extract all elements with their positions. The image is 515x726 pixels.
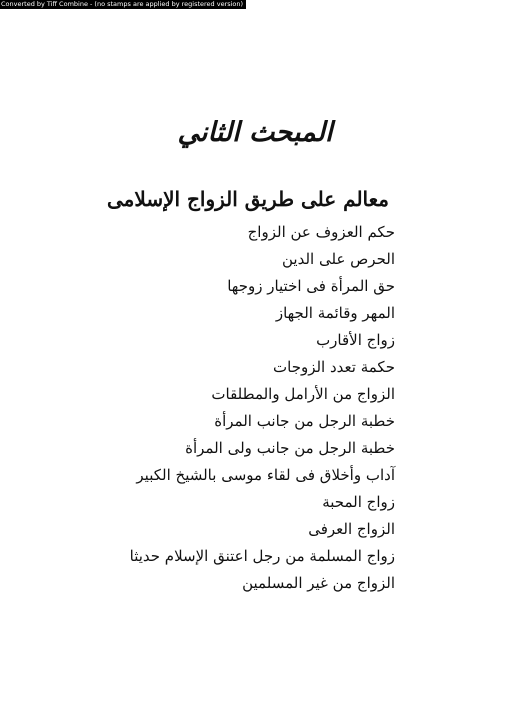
- topic-item: خطبة الرجل من جانب ولى المرأة: [185, 439, 395, 457]
- topic-item: زواج المسلمة من رجل اعتنق الإسلام حديثا: [129, 547, 395, 565]
- topic-item: الزواج من الأرامل والمطلقات: [211, 385, 395, 403]
- topic-item: زواج المحبة: [322, 493, 395, 511]
- topic-item: الزواج من غير المسلمين: [242, 574, 395, 592]
- converter-watermark-banner: Converted by Tiff Combine - (no stamps are applied by registered version): [0, 0, 246, 9]
- topic-item: خطبة الرجل من جانب المرأة: [214, 412, 395, 430]
- topic-item: الحرص على الدين: [282, 250, 395, 268]
- topic-list: [130, 219, 395, 597]
- section-title: معالم على طريق الزواج الإسلامى: [107, 187, 389, 211]
- page-heading: المبحث الثاني: [177, 117, 333, 148]
- topic-item: حق المرأة فى اختيار زوجها: [227, 277, 395, 295]
- topic-item: آداب وأخلاق فى لقاء موسى بالشيخ الكبير: [136, 466, 395, 484]
- topic-item: حكمة تعدد الزوجات: [273, 358, 395, 376]
- topic-item: زواج الأقارب: [316, 331, 395, 349]
- topic-item: الزواج العرفى: [308, 520, 395, 538]
- topic-item: حكم العزوف عن الزواج: [247, 223, 395, 241]
- topic-item: المهر وقائمة الجهاز: [275, 304, 395, 322]
